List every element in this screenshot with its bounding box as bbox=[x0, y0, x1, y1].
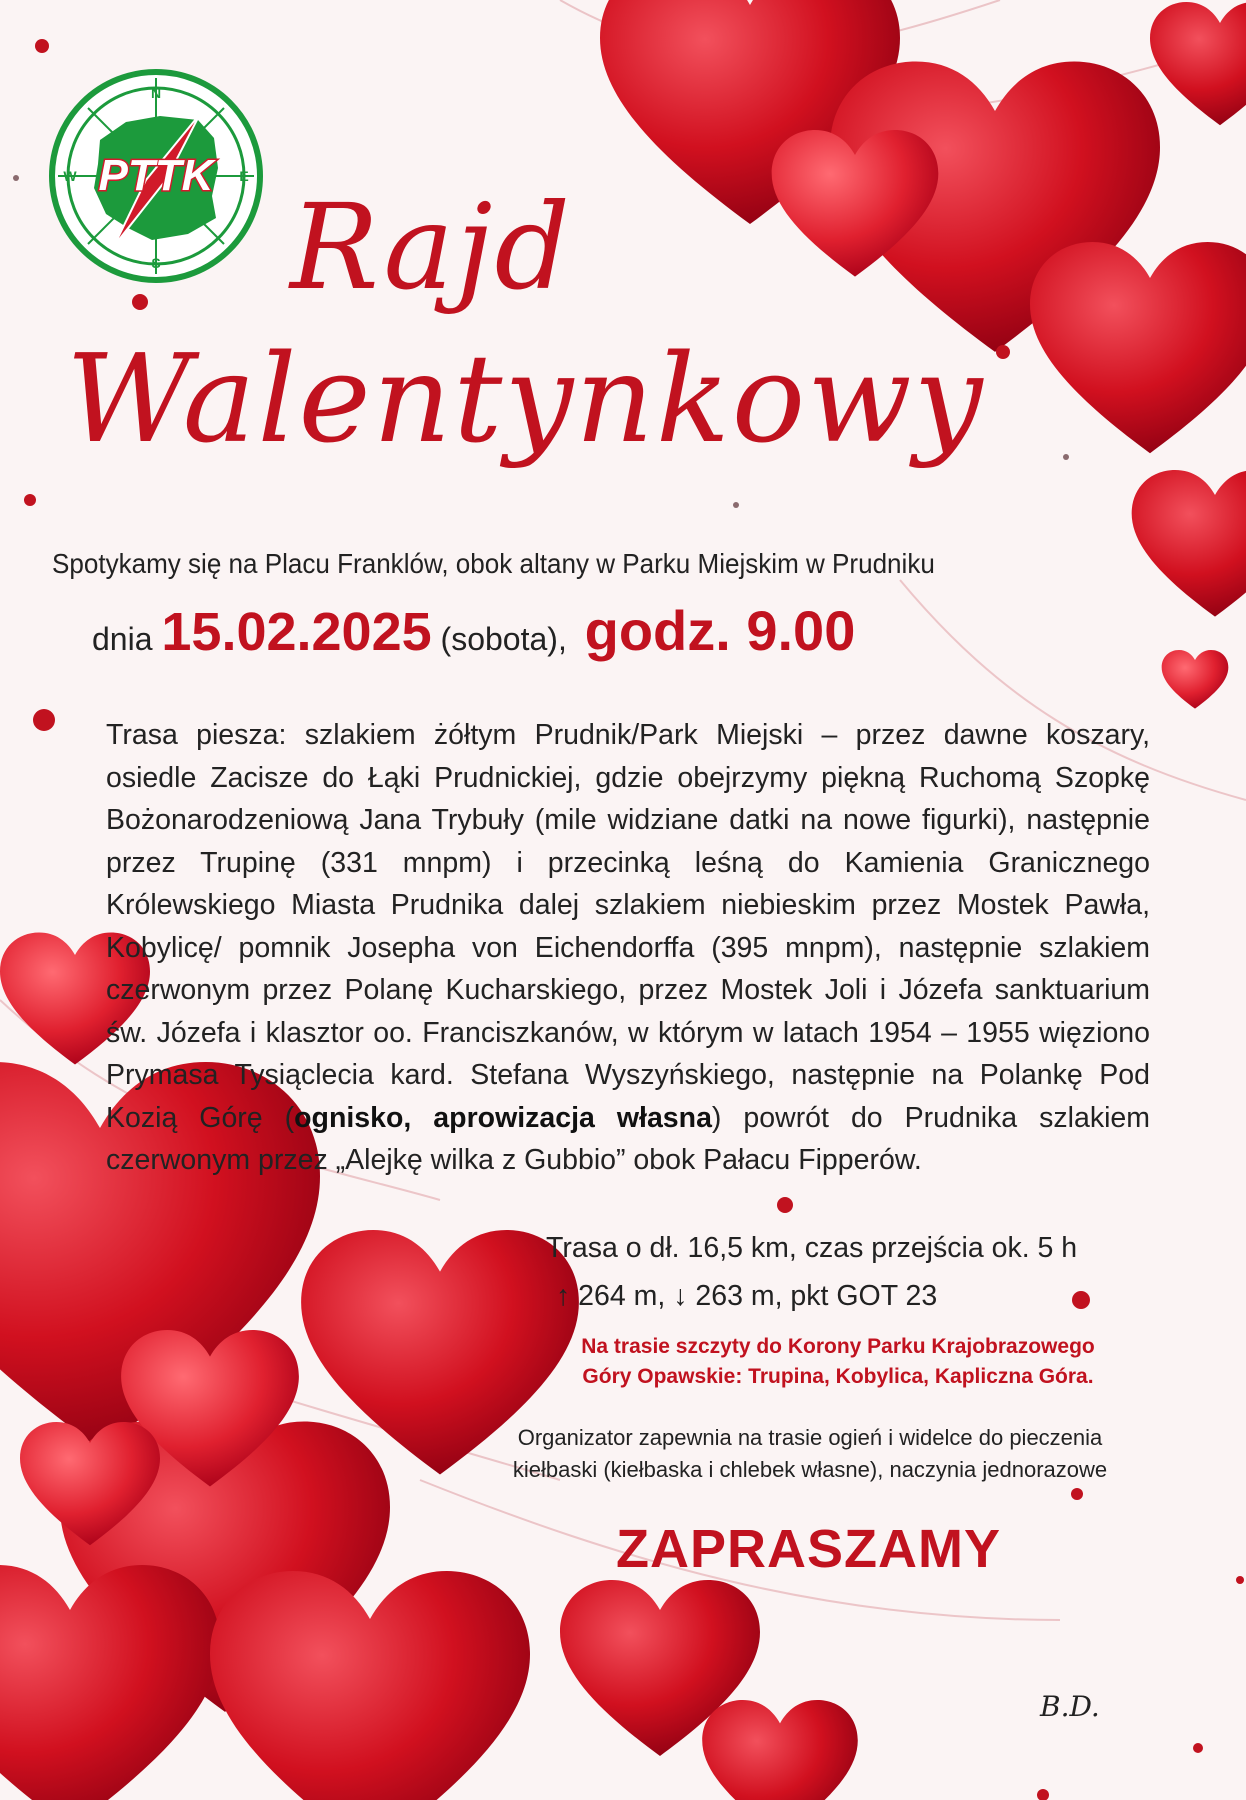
signature: B.D. bbox=[1040, 1690, 1100, 1723]
dot bbox=[1063, 454, 1069, 460]
pttk-logo bbox=[48, 68, 264, 284]
date-prefix: dnia bbox=[92, 621, 153, 657]
dot bbox=[1071, 1488, 1083, 1500]
dot bbox=[733, 502, 739, 508]
compass-w: W bbox=[63, 168, 77, 184]
dot bbox=[1072, 1291, 1090, 1309]
route-text-2: ) powrót do Prudnika szlakiem czerwonym przez „Alejkę wilka z Gubbio” obok Pałacu Fipperów. bbox=[106, 1101, 1150, 1176]
organizer-line-2: kiełbaski (kiełbaska i chlebek własne), naczynia jednorazowe bbox=[512, 1457, 1108, 1482]
dot bbox=[777, 1197, 793, 1213]
heart-shape bbox=[1150, 2, 1246, 125]
route-text-1: Trasa piesza: szlakiem żółtym Prudnik/Park Miejski – przez dawne koszary, osiedle Zacisze do Łąki Prudnickiej, gdzie obejrzymy piękną Ruchomą Szopkę Bożonarodzeniową Jana Trybuły (mile widziane datki na nowe figurki), następnie przez Trupinę (331 mnpm) i przecinką leśną do Kamienia Granicznego Królewskiego Miasta Prudnika dalej szlakiem niebieskim przez Mostek Pawła, Kobylicę/ pomnik Josepha von Eichendorffa (395 mnpm), następnie szlakiem czerwonym przez Polanę Kucharskiego, przez Mostek Joli i Józefa sanktuarium św. Józefa i klasztor oo. Franciszkanów, w którym w latach 1954 – 1955 więziono Prymasa Tysiąclecia kard. Stefana Wyszyńskiego, następnie na Polankę Pod Kozią Górę ( bbox=[106, 719, 1150, 1134]
event-date: 15.02.2025 bbox=[161, 602, 432, 662]
dot bbox=[33, 709, 55, 731]
heart-shape bbox=[1030, 242, 1246, 453]
event-weekday: (sobota), bbox=[440, 621, 567, 657]
dot bbox=[132, 294, 148, 310]
event-time: godz. 9.00 bbox=[584, 599, 856, 662]
compass-n: N bbox=[150, 85, 162, 101]
dot bbox=[1037, 1789, 1049, 1800]
route-length: Trasa o dł. 16,5 km, czas przejścia ok. 5 h bbox=[546, 1232, 1078, 1264]
heart-shape bbox=[702, 1700, 858, 1800]
compass-e: E bbox=[239, 168, 249, 184]
heart-shape bbox=[1132, 470, 1246, 617]
dot bbox=[24, 494, 36, 506]
title-line-1: Rajd bbox=[290, 178, 573, 316]
meeting-place: Spotykamy się na Placu Franklów, obok altany w Parku Miejskim w Prudniku bbox=[52, 548, 935, 579]
heart-shape bbox=[1162, 650, 1229, 709]
dot bbox=[996, 345, 1010, 359]
organizer-line-1: Organizator zapewnia na trasie ogień i widelce do pieczenia bbox=[517, 1425, 1103, 1450]
dot bbox=[13, 175, 19, 181]
crown-peaks bbox=[558, 1332, 1118, 1392]
title-line-2: Walentynkowy bbox=[66, 328, 985, 470]
organizer-note bbox=[470, 1422, 1150, 1486]
dot bbox=[1193, 1743, 1203, 1753]
heart-shape bbox=[210, 1571, 530, 1800]
date-line bbox=[92, 598, 855, 663]
route-description bbox=[106, 714, 1150, 1182]
invitation-heading: ZAPRASZAMY bbox=[616, 1519, 1001, 1579]
pttk-logo-text: PTTK bbox=[98, 151, 214, 200]
heart-shape bbox=[0, 1565, 220, 1800]
compass-s: S bbox=[151, 255, 161, 271]
route-bold: ognisko, aprowizacja własna bbox=[294, 1101, 712, 1134]
dot bbox=[35, 39, 49, 53]
dot bbox=[1236, 1576, 1244, 1584]
crown-peaks-line-1: Na trasie szczyty do Korony Parku Krajobrazowego bbox=[581, 1335, 1095, 1358]
crown-peaks-line-2: Góry Opawskie: Trupina, Kobylica, Kapliczna Góra. bbox=[582, 1365, 1094, 1388]
route-elevation: ↑ 264 m, ↓ 263 m, pkt GOT 23 bbox=[556, 1280, 938, 1312]
